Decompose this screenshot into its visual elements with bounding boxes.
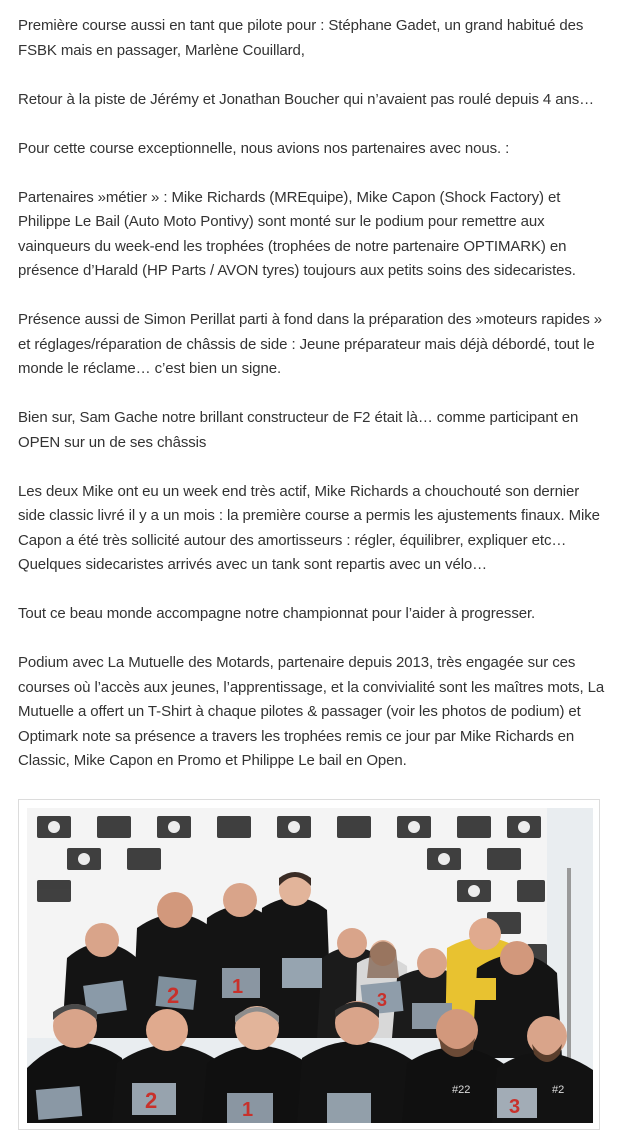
paragraph-simon-perillat: Présence aussi de Simon Perillat parti à fond dans la préparation des »moteurs rapides » et réglages/réparation de châssis de side : Jeune préparateur mais déjà débordé, tout le monde le réclame… c’est bien un signe. bbox=[18, 311, 603, 377]
paragraph-two-mikes: Les deux Mike ont eu un week end très actif, Mike Richards a chouchouté son dernier side classic livré il y a un mois : la première course a permis les ajustements finaux. Mike Capon a été très sollicité autour des amortisseurs : régler, équilibrer, expliquer etc… Quelques sidecaristes arrivés avec un tank sont repartis avec un vélo… bbox=[18, 482, 600, 573]
paragraph-mutuelle-podium: Podium avec La Mutuelle des Motards, partenaire depuis 2013, très engagée sur ces courses où l’accès aux jeunes, l’apprentissage, et la convivialité sont les maîtres mots, La Mutuelle a offert un T-Shirt à chaque pilotes & passager (voir les photos de podium) et Optimark note sa présence a travers les trophées remis ce jour par Mike Richards en Classic, Mike Capon en Promo et Philippe Le bail en Open. bbox=[18, 654, 605, 769]
svg-text:2: 2 bbox=[145, 1088, 158, 1113]
paragraph-sam-gache: Bien sur, Sam Gache notre brillant constructeur de F2 était là… comme participant en OPEN sur un de ses châssis bbox=[18, 409, 579, 451]
paragraph-partners-metier: Partenaires »métier » : Mike Richards (MREquipe), Mike Capon (Shock Factory) et Philippe Le Bail (Auto Moto Pontivy) sont monté sur le podium pour remettre aux vainqueurs du week-end les trophées (trophées de notre partenaire OPTIMARK) en présence d’Harald (HP Parts / AVON tyres) toujours aux petits soins des sidecaristes. bbox=[18, 188, 576, 279]
svg-text:1: 1 bbox=[242, 1099, 254, 1121]
svg-text:3: 3 bbox=[377, 990, 388, 1010]
svg-text:3: 3 bbox=[509, 1096, 521, 1118]
svg-text:#22: #22 bbox=[452, 1084, 471, 1096]
svg-text:#2: #2 bbox=[552, 1084, 565, 1096]
paragraph-first-race: Première course aussi en tant que pilote pour : Stéphane Gadet, un grand habitué des FSBK mais en passager, Marlène Couillard, bbox=[18, 17, 584, 59]
paragraph-championship: Tout ce beau monde accompagne notre championnat pour l’aider à progresser. bbox=[18, 605, 536, 622]
paragraph-return-boucher: Retour à la piste de Jérémy et Jonathan Boucher qui n’avaient pas roulé depuis 4 ans… bbox=[18, 90, 595, 108]
podium-photo-illustration bbox=[27, 808, 593, 1123]
podium-group-photo[interactable] bbox=[27, 808, 593, 1123]
paragraph-partners-intro: Pour cette course exceptionnelle, nous avions nos partenaires avec nous. : bbox=[18, 139, 510, 157]
article-body bbox=[18, 14, 610, 798]
photo-frame bbox=[18, 799, 600, 1130]
svg-text:2: 2 bbox=[167, 983, 180, 1008]
svg-text:1: 1 bbox=[232, 976, 244, 998]
